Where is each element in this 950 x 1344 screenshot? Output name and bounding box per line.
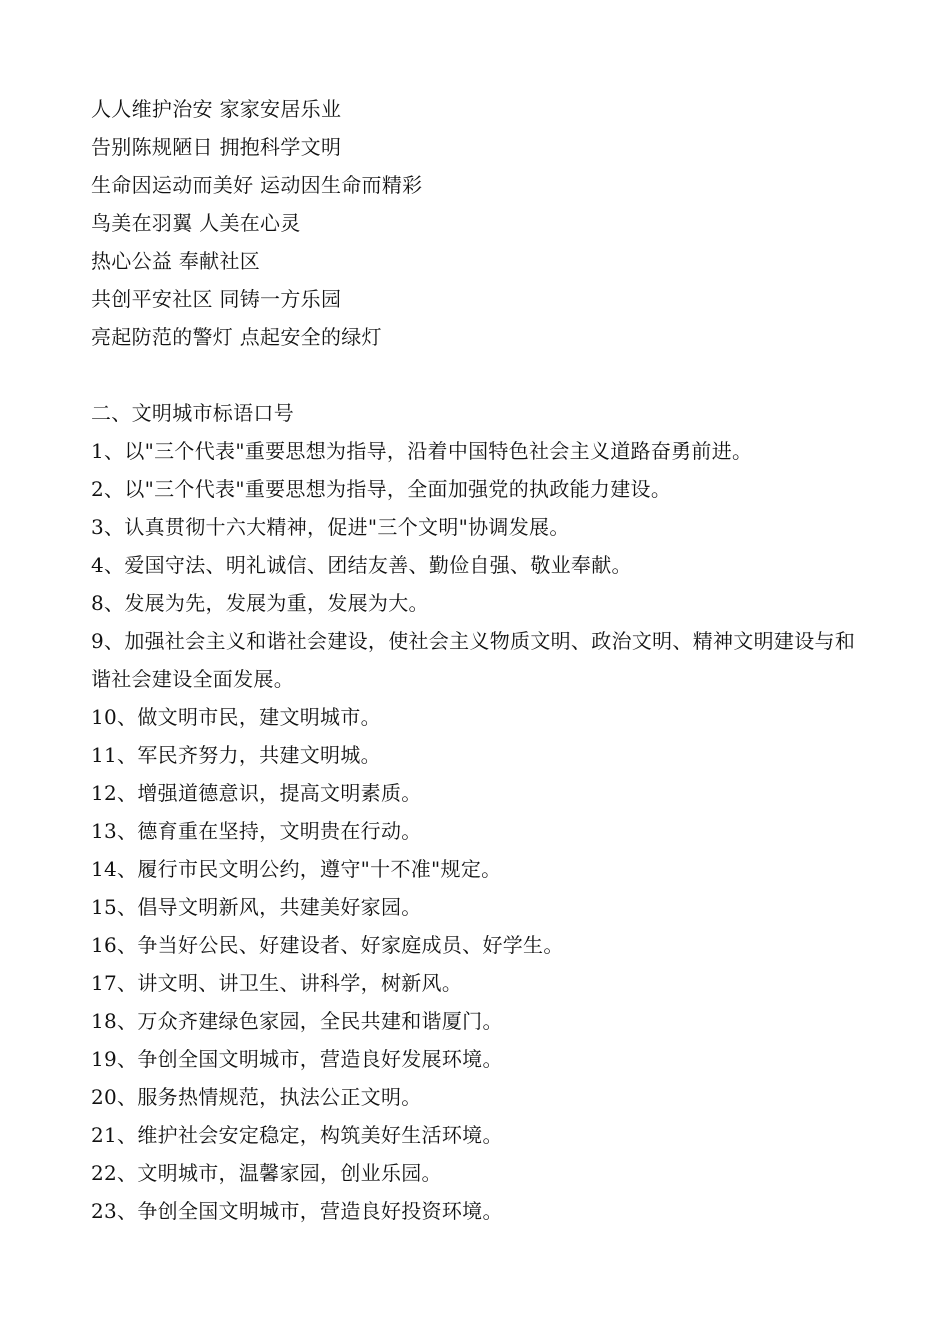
- list-item: 23、争创全国文明城市，营造良好投资环境。: [91, 1199, 503, 1223]
- section-title: 二、文明城市标语口号: [91, 401, 294, 425]
- list-item: 21、维护社会安定稳定，构筑美好生活环境。: [91, 1123, 503, 1147]
- list-item: 4、爱国守法、明礼诚信、团结友善、勤俭自强、敬业奉献。: [91, 553, 632, 577]
- list-item: 18、万众齐建绿色家园，全民共建和谐厦门。: [91, 1009, 503, 1033]
- slogan-line: 人人维护治安 家家安居乐业: [91, 97, 342, 121]
- list-item: 13、德育重在坚持，文明贵在行动。: [91, 819, 422, 843]
- slogan-line: 生命因运动而美好 运动因生命而精彩: [91, 173, 423, 197]
- list-item: 17、讲文明、讲卫生、讲科学，树新风。: [91, 971, 463, 995]
- slogan-line: 热心公益 奉献社区: [91, 249, 261, 273]
- slogan-line: 共创平安社区 同铸一方乐园: [91, 287, 342, 311]
- list-item: 11、军民齐努力，共建文明城。: [91, 743, 381, 767]
- list-item: 22、文明城市，温馨家园，创业乐园。: [91, 1161, 442, 1185]
- document-page: [91, 90, 871, 1230]
- list-item: 8、发展为先，发展为重，发展为大。: [91, 591, 429, 615]
- slogan-line: 告别陈规陋日 拥抱科学文明: [91, 135, 342, 159]
- list-item: 9、加强社会主义和谐社会建设，使社会主义物质文明、政治文明、精神文明建设与和谐社会建设全面发展。: [91, 629, 856, 691]
- list-item: 10、做文明市民，建文明城市。: [91, 705, 381, 729]
- list-item: 15、倡导文明新风，共建美好家园。: [91, 895, 422, 919]
- list-item: 14、履行市民文明公约，遵守"十不准"规定。: [91, 857, 502, 881]
- list-item: 2、以"三个代表"重要思想为指导，全面加强党的执政能力建设。: [91, 477, 672, 501]
- list-item: 16、争当好公民、好建设者、好家庭成员、好学生。: [91, 933, 564, 957]
- list-item: 19、争创全国文明城市，营造良好发展环境。: [91, 1047, 503, 1071]
- list-item: 20、服务热情规范，执法公正文明。: [91, 1085, 422, 1109]
- list-item: 1、以"三个代表"重要思想为指导，沿着中国特色社会主义道路奋勇前进。: [91, 439, 753, 463]
- list-item: 3、认真贯彻十六大精神，促进"三个文明"协调发展。: [91, 515, 570, 539]
- blank-line: [91, 356, 871, 394]
- slogan-line: 鸟美在羽翼 人美在心灵: [91, 211, 301, 235]
- slogan-line: 亮起防范的警灯 点起安全的绿灯: [91, 325, 382, 349]
- list-item: 12、增强道德意识，提高文明素质。: [91, 781, 422, 805]
